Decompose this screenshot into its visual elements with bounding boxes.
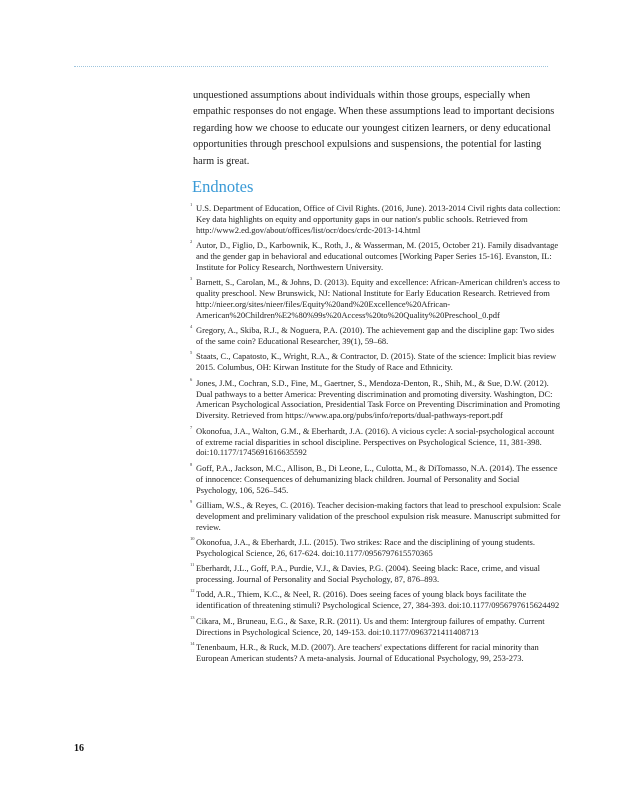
- endnote-number: 2: [190, 239, 193, 245]
- endnote-text: Todd, A.R., Thiem, K.C., & Neel, R. (2016). Does seeing faces of young black boys facilitate the identification of threatening stimuli? Psychological Science, 27, 384-393. doi:10.1177/0956797615624492: [196, 589, 560, 611]
- endnotes-list: [190, 203, 562, 668]
- endnote-text: Barnett, S., Carolan, M., & Johns, D. (2013). Equity and excellence: African-American children's access to quality preschool. New Brunswick, NJ: National Institute for Early Education Research. Retrieved from http://nieer.org/sites/nieer/files/Equity%20and%20Excellence%20African-American%20Children%E2%80%99s%20Access%20to%20Quality%20Preschool_0.pdf: [196, 277, 560, 320]
- endnote-number: 13: [190, 614, 195, 620]
- endnote-text: Okonofua, J.A., Walton, G.M., & Eberhardt, J.A. (2016). A vicious cycle: A social-psychological account of extreme racial disparities in school discipline. Perspectives on Psychological Science, 11, 381-398. doi:10.1177/1745691616635592: [196, 425, 555, 458]
- endnote-number: 9: [190, 498, 193, 504]
- endnote-text: Autor, D., Figlio, D., Karbownik, K., Roth, J., & Wasserman, M. (2015, October 21). Family disadvantage and the gender gap in behavioral and educational outcomes [Working Paper Series 15-16]. Evanston, IL: Institute for Policy Research, Northwestern University.: [196, 240, 559, 272]
- endnote-item: [190, 378, 562, 422]
- endnotes-heading: Endnotes: [192, 177, 254, 196]
- intro-paragraph: [193, 88, 555, 170]
- endnote-item: [190, 589, 562, 611]
- endnote-number: 5: [190, 350, 193, 356]
- endnote-item: [190, 500, 562, 533]
- endnote-item: [190, 563, 562, 585]
- endnote-item: [190, 642, 562, 664]
- endnote-item: [190, 203, 562, 236]
- endnote-number: 6: [190, 376, 193, 382]
- endnote-text: Goff, P.A., Jackson, M.C., Allison, B., Di Leone, L., Culotta, M., & DiTomasso, N.A. (2014). The essence of innocence: Consequences of dehumanizing black children. Journal of Personality and Social Psychology, 106, 526–545.: [196, 462, 558, 495]
- endnote-number: 8: [190, 461, 193, 467]
- endnote-text: U.S. Department of Education, Office of Civil Rights. (2016, June). 2013-2014 Civil rights data collection: Key data highlights on equity and opportunity gaps in our nation's public schools. Retrieved from http://www2.ed.gov/about/offices/list/ocr/docs/crdc-2013-14.html: [196, 203, 561, 235]
- header-dotted-rule: [74, 66, 548, 67]
- endnote-item: [190, 537, 562, 559]
- endnote-text: Staats, C., Capatosto, K., Wright, R.A., & Contractor, D. (2015). State of the science: Implicit bias review 2015. Columbus, OH: Kirwan Institute for the Study of Race and Ethnicity.: [196, 351, 557, 373]
- endnote-item: [190, 426, 562, 459]
- endnote-item: [190, 325, 562, 347]
- endnote-text: Gilliam, W.S., & Reyes, C. (2016). Teacher decision-making factors that lead to preschool expulsion: Scale development and preliminary validation of the preschool expulsion risk measure. Manuscript submitted for review.: [196, 499, 561, 532]
- endnote-text: Jones, J.M., Cochran, S.D., Fine, M., Gaertner, S., Mendoza-Denton, R., Shih, M., & Sue, D.W. (2012). Dual pathways to a better America: Preventing discrimination and promoting diversity. Washington, DC: American Psychological Association, Presidential Task Force on Preventing Discrimination and Promoting Diversity. Retrieved from https://www.apa.org/pubs/info/reports/dual-pathways-report.pdf: [196, 377, 560, 421]
- endnote-item: [190, 463, 562, 496]
- endnote-item: [190, 351, 562, 373]
- endnote-text: Tenenbaum, H.R., & Ruck, M.D. (2007). Are teachers' expectations different for racial minority than European American students? A meta-analysis. Journal of Educational Psychology, 99, 253-273.: [196, 641, 539, 663]
- endnote-item: [190, 240, 562, 273]
- endnote-text: Okonofua, J.A., & Eberhardt, J.L. (2015). Two strikes: Race and the disciplining of young students. Psychological Science, 26, 617-624. doi:10.1177/0956797615570365: [196, 536, 535, 558]
- endnote-item: [190, 277, 562, 321]
- endnote-item: [190, 616, 562, 638]
- endnote-number: 11: [190, 562, 195, 568]
- endnote-number: 14: [190, 640, 195, 646]
- endnote-number: 12: [190, 588, 195, 594]
- endnote-text: Eberhardt, J.L., Goff, P.A., Purdie, V.J., & Davies, P.G. (2004). Seeing black: Race, crime, and visual processing. Journal of Personality and Social Psychology, 87, 876–893.: [196, 563, 540, 585]
- endnote-number: 7: [190, 424, 193, 430]
- endnote-number: 1: [190, 202, 193, 207]
- endnote-text: Cikara, M., Bruneau, E.G., & Saxe, R.R. (2011). Us and them: Intergroup failures of empathy. Current Directions in Psychological Science, 20, 149-153. doi:10.1177/0963721411408713: [196, 615, 545, 637]
- page-number: 16: [74, 743, 84, 754]
- intro-text: unquestioned assumptions about individuals within those groups, especially when empathic responses do not engage. When these assumptions lead to important decisions regarding how we choose to educate our youngest citizen learners, or deny educational opportunities through preschool expulsions and suspensions, the potential for lasting harm is great.: [193, 90, 555, 167]
- endnote-number: 10: [190, 535, 195, 541]
- endnote-number: 4: [190, 324, 193, 330]
- endnote-number: 3: [190, 276, 193, 282]
- endnote-text: Gregory, A., Skiba, R.J., & Noguera, P.A. (2010). The achievement gap and the discipline gap: Two sides of the same coin? Educational Researcher, 39(1), 59–68.: [196, 325, 555, 347]
